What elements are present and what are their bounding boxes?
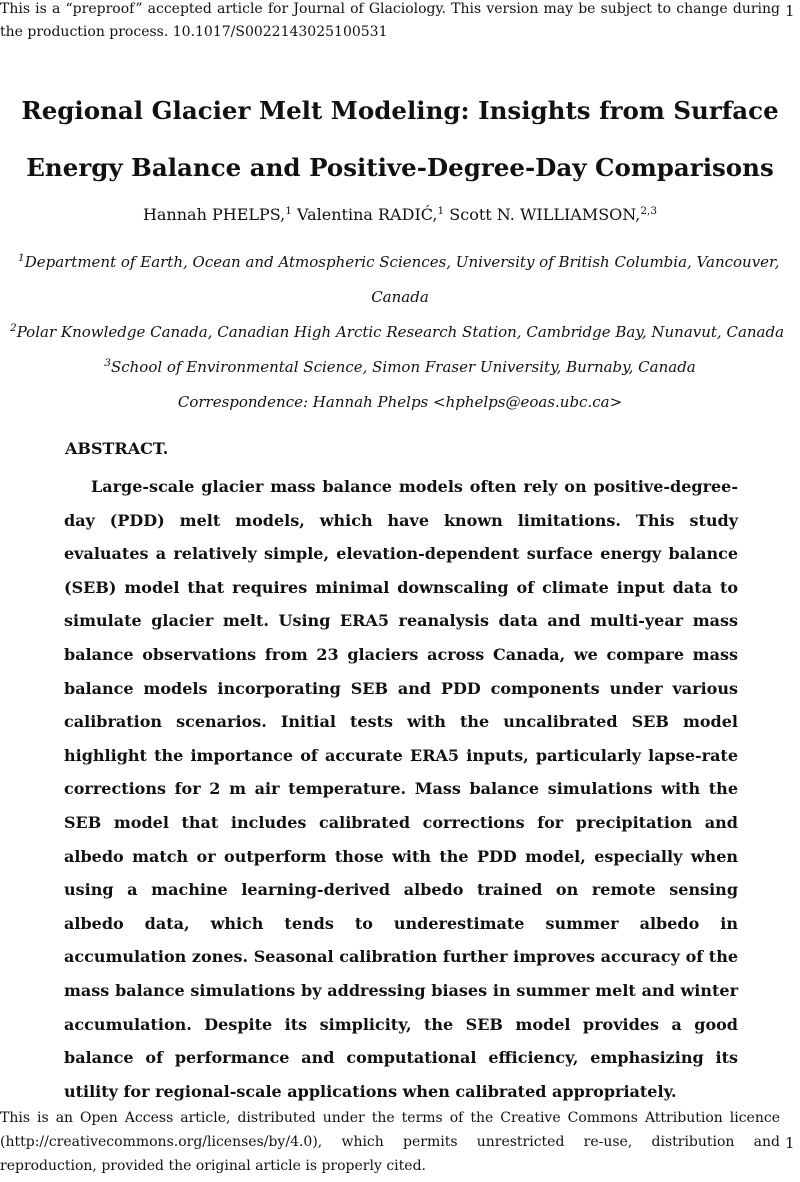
- affiliation-number: 3: [104, 357, 111, 369]
- title-line-1: Regional Glacier Melt Modeling: Insights from Surface: [21, 96, 779, 125]
- abstract-body: [64, 470, 738, 1108]
- preprint-note-text: This is a “preproof” accepted article for Journal of Glaciology. This version may be subject to change during the production process. 10.1017/S0022143025100531: [0, 1, 780, 40]
- affiliation-number: 2: [10, 322, 17, 334]
- page-number-bottom: 1: [785, 1134, 795, 1152]
- affiliation-3: [0, 357, 800, 377]
- author-name: Hannah PHELPS,: [142, 205, 286, 224]
- affiliation-text: Department of Earth, Ocean and Atmospheric Sciences, University of British Columbia, Vancouver,: [24, 253, 780, 271]
- page-number-top: 1: [785, 2, 795, 20]
- affiliation-1-continued: Canada: [371, 288, 429, 306]
- abstract-text: Large-scale glacier mass balance models often rely on positive-degree-day (PDD) melt models, which have known limitations. This study evaluates a relatively simple, elevation-dependent surface energy balance (SEB) model that requires minimal downscaling of climate input data to simulate glacier melt. Using ERA5 reanalysis data and multi-year mass balance observations from 23 glaciers across Canada, we compare mass balance models incorporating SEB and PDD components under various calibration scenarios. Initial tests with the uncalibrated SEB model highlight the importance of accurate ERA5 inputs, particularly lapse-rate corrections for 2 m air temperature. Mass balance simulations with the SEB model that includes calibrated corrections for precipitation and albedo match or outperform those with the PDD model, especially when using a machine learning-derived albedo trained on remote sensing albedo data, which tends to underestimate summer albedo in accumulation zones. Seasonal calibration further improves accuracy of the mass balance simulations by addressing biases in summer melt and winter accumulation. Despite its simplicity, the SEB model provides a good balance of performance and computational efficiency, emphasizing its utility for regional-scale applications when calibrated appropriately.: [64, 477, 738, 1101]
- author-name: Valentina RADIĆ,: [297, 205, 438, 224]
- license-note: [0, 1106, 780, 1178]
- author-list: [0, 204, 800, 226]
- title-line-2: Energy Balance and Positive-Degree-Day Comparisons: [26, 153, 774, 182]
- author-affiliation-marker: 1: [285, 205, 292, 217]
- paper-title: [0, 82, 800, 196]
- affiliation-text: Polar Knowledge Canada, Canadian High Arctic Research Station, Cambridge Bay, Nunavut, Canada: [16, 323, 785, 341]
- author-affiliation-marker: 1: [437, 205, 445, 217]
- abstract-heading: ABSTRACT.: [65, 439, 169, 458]
- correspondence: Correspondence: Hannah Phelps <hphelps@eoas.ubc.ca>: [177, 393, 623, 411]
- preprint-note: [0, 0, 780, 44]
- license-text: This is an Open Access article, distributed under the terms of the Creative Commons Attribution licence (http://creativecommons.org/licenses/by/4.0), which permits unrestricted re-use, distribution and reproduction, provided the original article is properly cited.: [0, 1110, 780, 1174]
- affiliation-2: [10, 322, 784, 342]
- author-name: Scott N. WILLIAMSON,: [449, 205, 641, 224]
- affiliation-1: [18, 252, 779, 272]
- affiliation-text: School of Environmental Science, Simon Fraser University, Burnaby, Canada: [110, 358, 696, 376]
- affiliation-number: 1: [18, 252, 25, 264]
- author-affiliation-marker: 2,3: [640, 205, 658, 217]
